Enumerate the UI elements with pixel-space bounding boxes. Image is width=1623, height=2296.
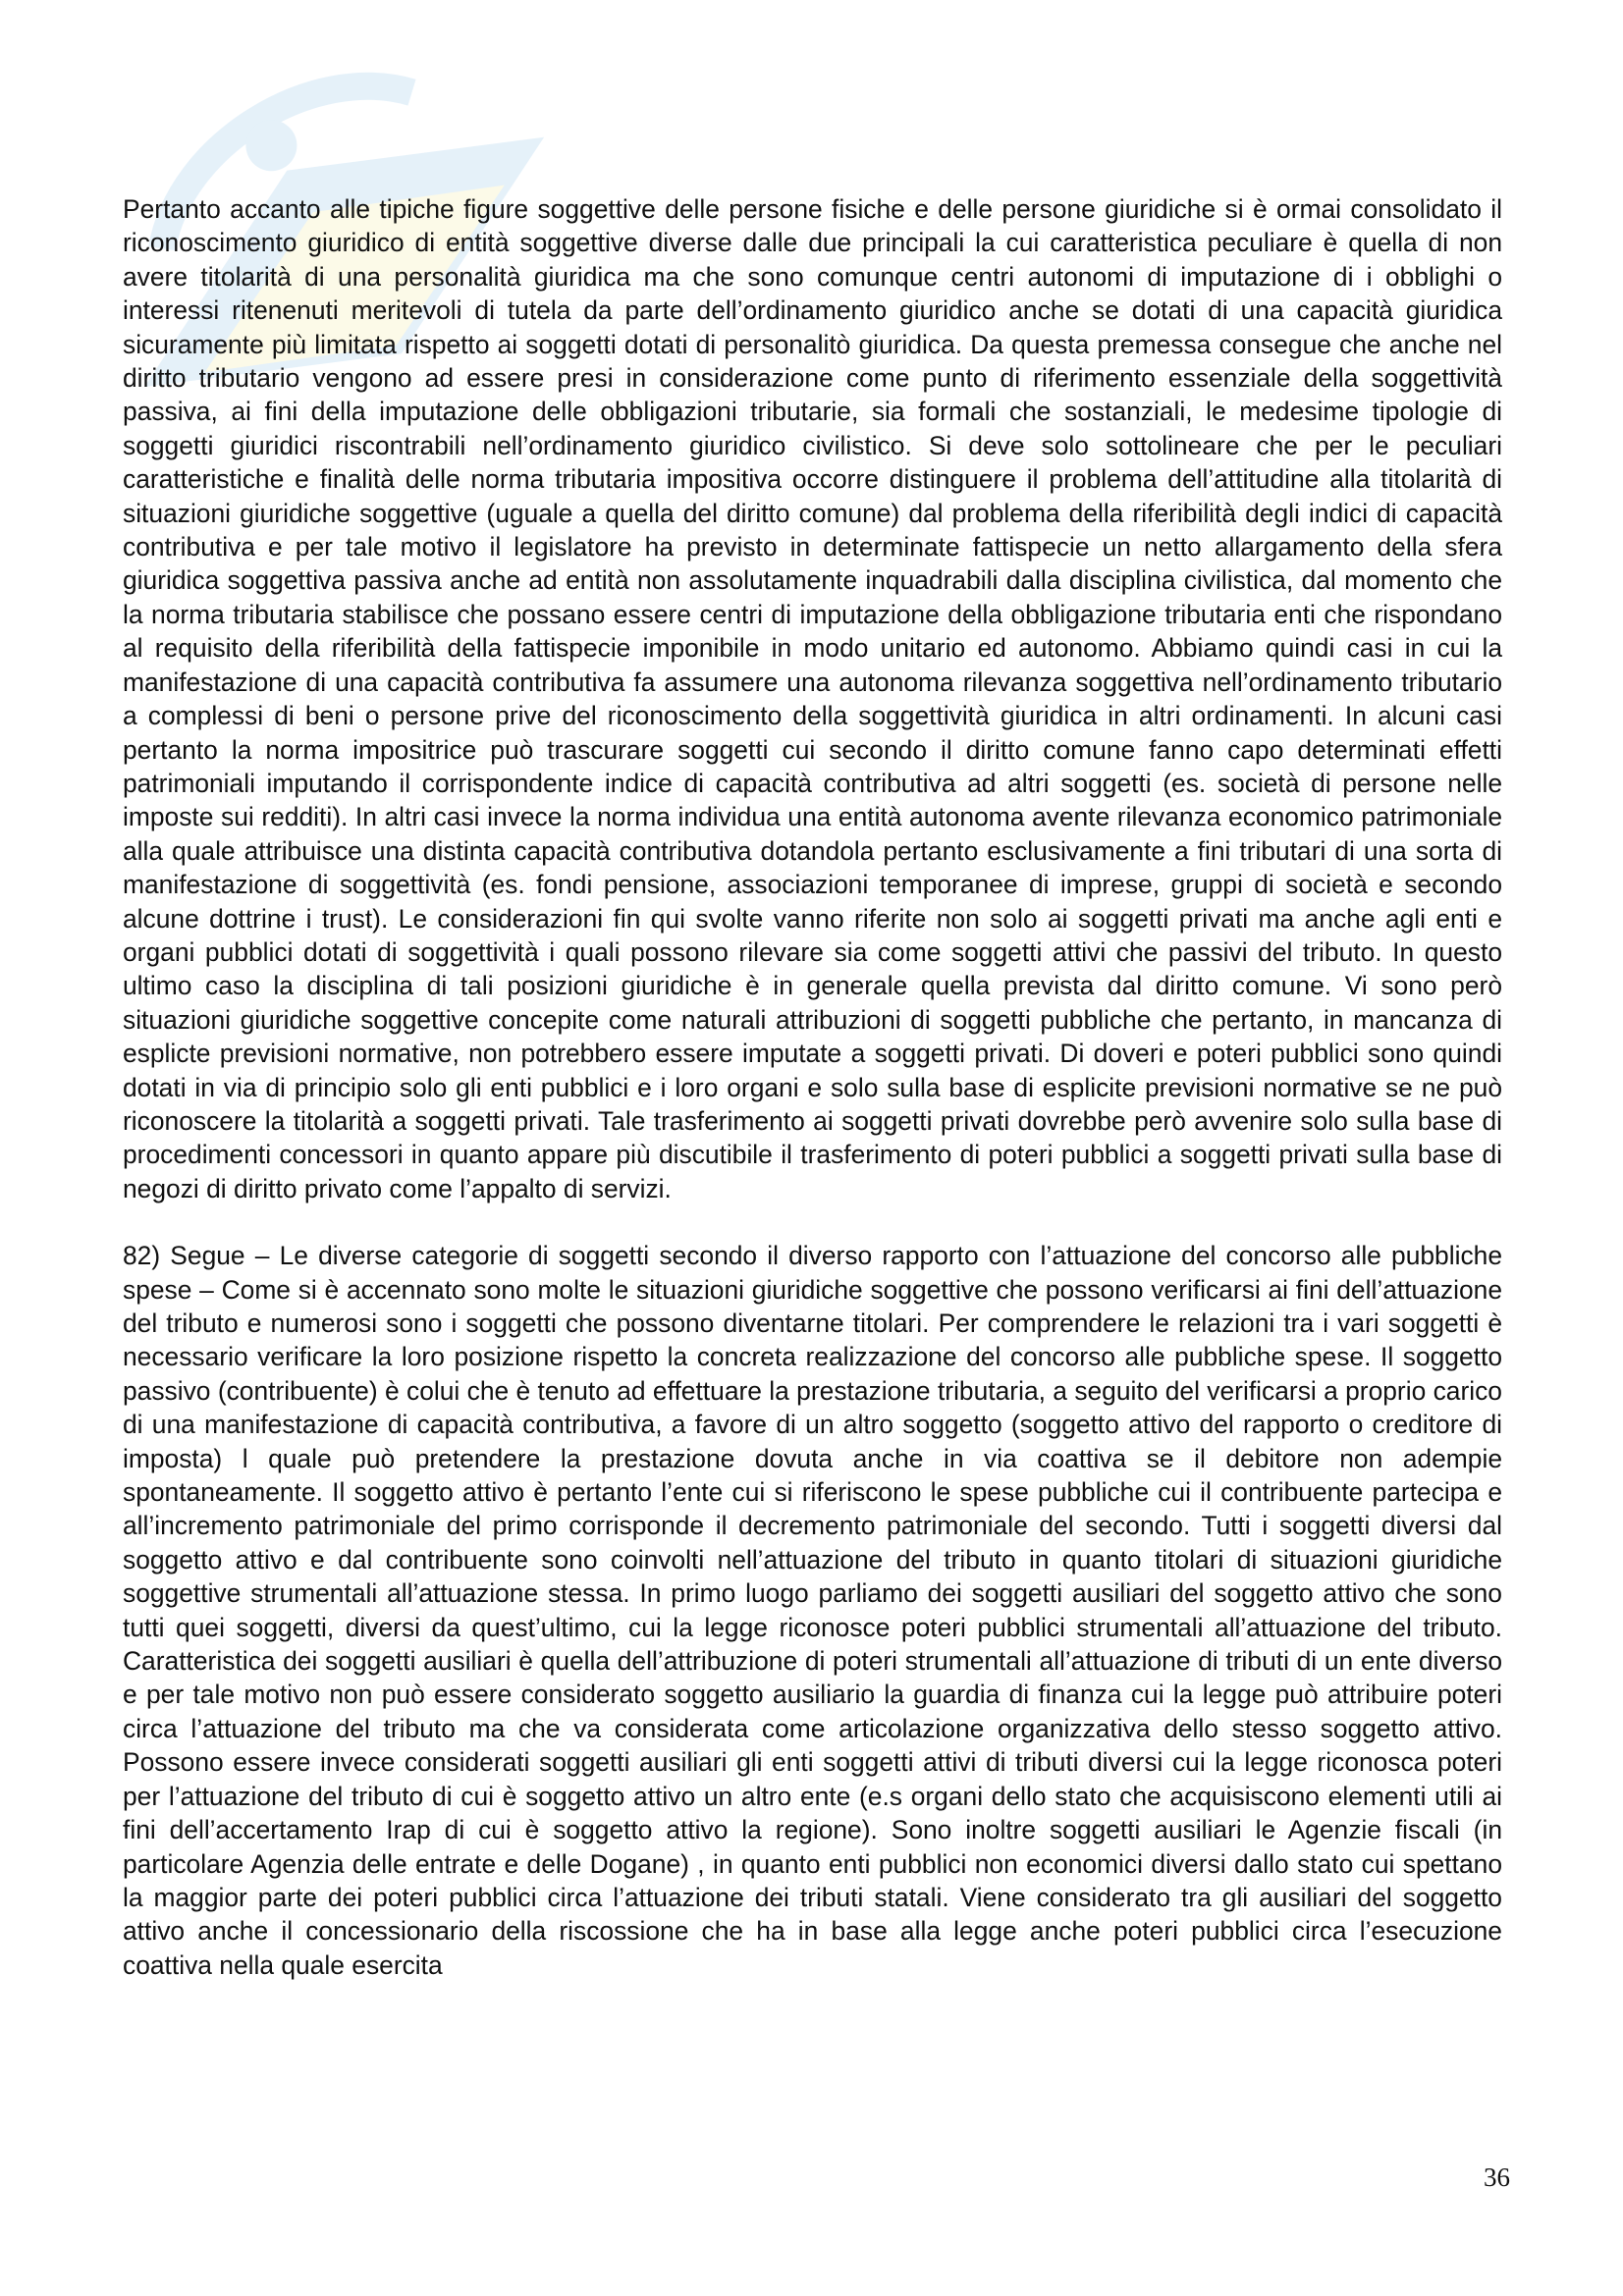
- document-body: [123, 192, 1502, 1982]
- paragraph-1: Pertanto accanto alle tipiche figure soggettive delle persone fisiche e delle persone giuridiche si è ormai consolidato il riconoscimento giuridico di entità soggettive diverse dalle due principali la cui caratteristica peculiare è quella di non avere titolarità di una personalità giuridica ma che sono comunque centri autonomi di imputazione di i obblighi o interessi ritenenuti meritevoli di tutela da parte dell’ordinamento giuridico anche se dotati di una capacità giuridica sicuramente più limitata rispetto ai soggetti dotati di personalitò giuridica. Da questa premessa consegue che anche nel diritto tributario vengono ad essere presi in considerazione come punto di riferimento essenziale della soggettività passiva, ai fini della imputazione delle obbligazioni tributarie, sia formali che sostanziali, le medesime tipologie di soggetti giuridici riscontrabili nell’ordinamento giuridico civilistico. Si deve solo sottolineare che per le peculiari caratteristiche e finalità delle norma tributaria impositiva occorre distinguere il problema dell’attitudine alla titolarità di situazioni giuridiche soggettive (uguale a quella del diritto comune) dal problema della riferibilità degli indici di capacità contributiva e per tale motivo il legislatore ha previsto in determinate fattispecie un netto allargamento della sfera giuridica soggettiva passiva anche ad entità non assolutamente inquadrabili dalla disciplina civilistica, dal momento che la norma tributaria stabilisce che possano essere centri di imputazione della obbligazione tributaria enti che rispondano al requisito della riferibilità della fattispecie imponibile in modo unitario ed autonomo. Abbiamo quindi casi in cui la manifestazione di una capacità contributiva fa assumere una autonoma rilevanza soggettiva nell’ordinamento tributario a complessi di beni o persone prive del riconoscimento della soggettività giuridica in altri ordinamenti. In alcuni casi pertanto la norma impositrice può trascurare soggetti cui secondo il diritto comune fanno capo determinati effetti patrimoniali imputando il corrispondente indice di capacità contributiva ad altri soggetti (es. società di persone nelle imposte sui redditi). In altri casi invece la norma individua una entità autonoma avente rilevanza economico patrimoniale alla quale attribuisce una distinta capacità contributiva dotandola pertanto esclusivamente a fini tributari di una sorta di manifestazione di soggettività (es. fondi pensione, associazioni temporanee di imprese, gruppi di società e secondo alcune dottrine i trust). Le considerazioni fin qui svolte vanno riferite non solo ai soggetti privati ma anche agli enti e organi pubblici dotati di soggettività i quali possono rilevare sia come soggetti attivi che passivi del tributo. In questo ultimo caso la disciplina di tali posizioni giuridiche è in generale quella prevista dal diritto comune. Vi sono però situazioni giuridiche soggettive concepite come naturali attribuzioni di soggetti pubbliche che pertanto, in mancanza di esplicte previsioni normative, non potrebbero essere imputate a soggetti privati. Di doveri e poteri pubblici sono quindi dotati in via di principio solo gli enti pubblici e i loro organi e solo sulla base di esplicite previsioni normative se ne può riconoscere la titolarità a soggetti privati. Tale trasferimento ai soggetti privati dovrebbe però avvenire solo sulla base di procedimenti concessori in quanto appare più discutibile il trasferimento di poteri pubblici a soggetti privati sulla base di negozi di diritto privato come l’appalto di servizi.: [123, 194, 1502, 1203]
- page-number: 36: [1484, 2163, 1510, 2192]
- paragraph-2: 82) Segue – Le diverse categorie di soggetti secondo il diverso rapporto con l’attuazione del concorso alle pubbliche spese – Come si è accennato sono molte le situazioni giuridiche soggettive che possono verificarsi ai fini dell’attuazione del tributo e numerosi sono i soggetti che possono diventarne titolari. Per comprendere le relazioni tra i vari soggetti è necessario verificare la loro posizione rispetto la concreta realizzazione del concorso alle pubbliche spese. Il soggetto passivo (contribuente) è colui che è tenuto ad effettuare la prestazione tributaria, a seguito del verificarsi a proprio carico di una manifestazione di capacità contributiva, a favore di un altro soggetto (soggetto attivo del rapporto o creditore di imposta) l quale può pretendere la prestazione dovuta anche in via coattiva se il debitore non adempie spontaneamente. Il soggetto attivo è pertanto l’ente cui si riferiscono le spese pubbliche cui il contribuente partecipa e all’incremento patrimoniale del primo corrisponde il decremento patrimoniale del secondo. Tutti i soggetti diversi dal soggetto attivo e dal contribuente sono coinvolti nell’attuazione del tributo in quanto titolari di situazioni giuridiche soggettive strumentali all’attuazione stessa. In primo luogo parliamo dei soggetti ausiliari del soggetto attivo che sono tutti quei soggetti, diversi da quest’ultimo, cui la legge riconosce poteri pubblici strumentali all’attuazione del tributo. Caratteristica dei soggetti ausiliari è quella dell’attribuzione di poteri strumentali all’attuazione di tributi di un ente diverso e per tale motivo non può essere considerato soggetto ausiliario la guardia di finanza cui la legge può attribuire poteri circa l’attuazione del tributo ma che va considerata come articolazione organizzativa dello stesso soggetto attivo. Possono essere invece considerati soggetti ausiliari gli enti soggetti attivi di tributi diversi cui la legge riconosca poteri per l’attuazione del tributo di cui è soggetto attivo un altro ente (e.s organi dello stato che acquisiscono elementi utili ai fini dell’accertamento Irap di cui è soggetto attivo la regione). Sono inoltre soggetti ausiliari le Agenzie fiscali (in particolare Agenzia delle entrate e delle Dogane) , in quanto enti pubblici non economici diversi dallo stato cui spettano la maggior parte dei poteri pubblici circa l’attuazione dei tributi statali. Viene considerato tra gli ausiliari del soggetto attivo anche il concessionario della riscossione che ha in base alla legge anche poteri pubblici circa l’esecuzione coattiva nella quale esercita: [123, 1241, 1502, 1980]
